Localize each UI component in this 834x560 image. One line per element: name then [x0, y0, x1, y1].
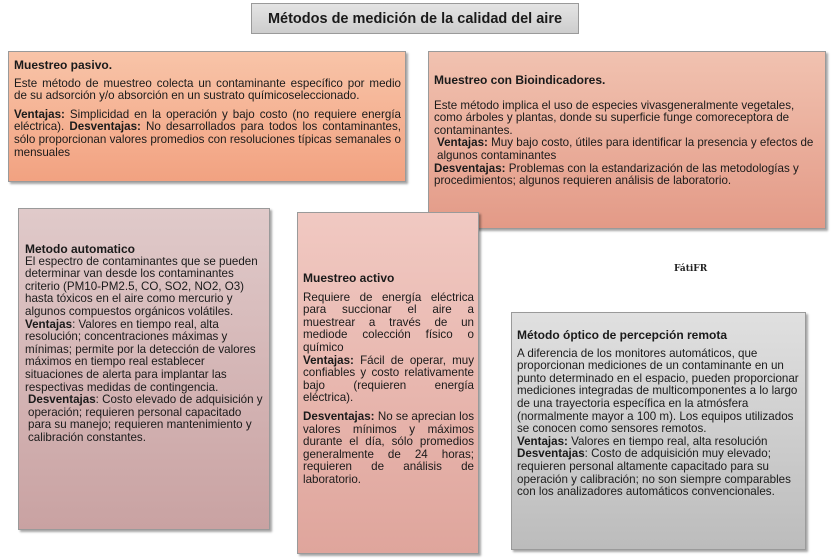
disadvantages-label: Desventajas [517, 447, 585, 461]
advantages-label: Ventajas [25, 317, 73, 331]
advantages-text: Fácil de operar, muy confiables y costo relativamente bajo (requieren energía eléctrica). [303, 353, 474, 405]
disadvantages-label: Desventajas: [434, 161, 506, 175]
optical-method-description: A diferencia de los monitores automáticos, que proporcionan mediciones de un contaminante en un punto determinado en el espacio, pueden proporcionar mediciones integradas de multicomponentes a lo largo de una trayectoria específica en la atmósfera (normalmente mayor a 100 m). Los equipos utilizados se conocen como sensores remotos. [517, 346, 799, 436]
disadvantages-text: : Costo elevado de adquisición y operación; requieren personal capacitado para su manejo; requieren mantenimiento y calibración constantes. [28, 393, 263, 444]
active-sampling-description: Requiere de energía eléctrica para succionar el aire a muestrear a través de un mediode colección físico o químico [303, 290, 474, 354]
disadvantages-text: No se aprecian los valores mínimos y máximos durante el día, sólo promedios generalmente de 24 horas; requieren de análisis de laboratorio. [303, 409, 474, 486]
bioindicator-heading: Muestreo con Bioindicadores. [434, 73, 606, 87]
bioindicator-advantages [434, 137, 821, 162]
bioindicator-sampling-box [428, 51, 826, 229]
automatic-method-heading: Metodo automatico [25, 242, 135, 256]
disadvantages-label: Desventajas [28, 393, 96, 407]
advantages-label: Ventajas: [517, 434, 568, 448]
automatic-method-description: El espectro de contaminantes que se pueden determinar van desde los contaminantes criterio (PM10-PM2.5, CO, SO2, NO2, O3) hasta tóxicos en el aire como mercurio y algunos compuestos orgánicos volátiles. [25, 254, 258, 318]
advantages-label: Ventajas: [14, 107, 65, 121]
diagram-title: Métodos de medición de la calidad del aire [251, 3, 579, 34]
optical-method-heading: Método óptico de percepción remota [517, 328, 728, 342]
passive-sampling-heading: Muestreo pasivo. [14, 58, 113, 72]
passive-sampling-pros-cons [14, 109, 401, 159]
disadvantages-text: Problemas con la estandarización de las metodologías y procedimientos; algunos requieren análisis de laboratorio. [434, 161, 799, 188]
active-sampling-disadvantages [303, 411, 474, 487]
bioindicator-disadvantages [434, 163, 821, 188]
disadvantages-label: Desventajas: [303, 409, 375, 423]
advantages-text: Muy bajo costo, útiles para identificar la presencia y efectos de algunos contaminantes [437, 136, 814, 162]
automatic-method-disadvantages [25, 394, 265, 444]
automatic-method-advantages [25, 319, 265, 395]
active-sampling-box [297, 212, 479, 554]
author-watermark: FátiFR [674, 264, 708, 274]
optical-remote-sensing-box [511, 312, 806, 550]
disadvantages-text: No desarrollados para todos los contaminantes, sólo proporcionan valores promedios con resoluciones típicas semanales o mensuales [14, 120, 402, 159]
disadvantages-label: Desventajas: [69, 120, 141, 134]
optical-method-disadvantages [517, 448, 801, 498]
advantages-text: Valores en tiempo real, alta resolución [567, 434, 768, 448]
passive-sampling-box [8, 51, 406, 182]
automatic-method-box [18, 208, 270, 530]
passive-sampling-description: Este método de muestreo colecta un contaminante específico por medio de su adsorción y/o absorción en un sustrato químicoseleccionado. [14, 76, 401, 103]
advantages-text: Simplicidad en la operación y bajo costo (no requiere energía eléctrica). [14, 107, 401, 134]
advantages-text: : Valores en tiempo real, alta resolución; concentraciones máximas y mínimas; permite por la detección de valores máximos en tiempo real establecer situaciones de alerta para implantar las respectivas medidas de contingencia. [25, 317, 256, 394]
active-sampling-heading: Muestreo activo [303, 271, 395, 285]
disadvantages-text: : Costo de adquisición muy elevado; requieren personal altamente capacitado para su operación y calibración; no son siempre comparables con los analizadores automáticos convencionales. [517, 447, 791, 499]
advantages-label: Ventajas: [303, 353, 354, 367]
active-sampling-advantages [303, 355, 474, 405]
advantages-label: Ventajas: [437, 136, 488, 150]
bioindicator-description: Este método implica el uso de especies vivasgeneralmente vegetales, como árboles y plantas, donde su superficie funge comoreceptora de contaminantes. [434, 98, 795, 137]
